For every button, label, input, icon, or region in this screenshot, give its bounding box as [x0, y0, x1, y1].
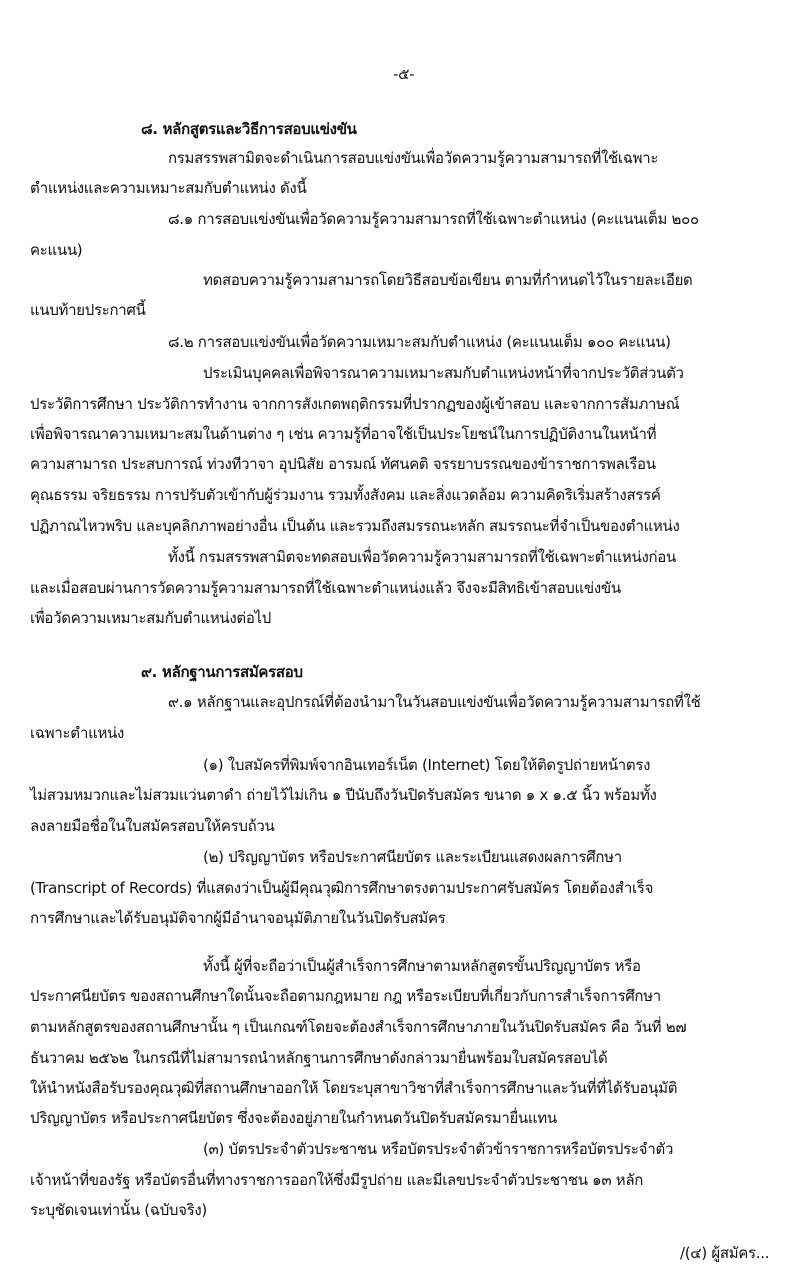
paragraph-line: ๙.๑ หลักฐานและอุปกรณ์ที่ต้องนำมาในวันสอบแข่งขันเพื่อวัดความรู้ความสามารถที่ใช้ [168, 693, 701, 711]
paragraph-line: ลงลายมือชื่อในใบสมัครสอบให้ครบถ้วน [30, 817, 275, 835]
paragraph-line: เพื่อพิจารณาความเหมาะสมในด้านต่าง ๆ เช่น ความรู้ที่อาจใช้เป็นประโยชน์ในการปฏิบัติงานในหน้าที่ [30, 425, 657, 443]
paragraph-line: ปริญญาบัตร หรือประกาศนียบัตร ซึ่งจะต้องอยู่ภายในกำหนดวันปิดรับสมัครมายื่นแทน [30, 1109, 557, 1127]
paragraph-line: คุณธรรม จริยธรรม การปรับตัวเข้ากับผู้ร่วมงาน รวมทั้งสังคม และสิ่งแวดล้อม ความคิดริเริ่มสร้างสรรค์ [30, 486, 661, 504]
section-9-heading: ๙. หลักฐานการสมัครสอบ [141, 663, 303, 681]
paragraph-line: กรมสรรพสามิตจะดำเนินการสอบแข่งขันเพื่อวัดความรู้ความสามารถที่ใช้เฉพาะ [168, 149, 659, 167]
paragraph-line: ความสามารถ ประสบการณ์ ท่วงทีวาจา อุปนิสัย อารมณ์ ทัศนคติ จรรยาบรรณของข้าราชการพลเรือน [30, 455, 656, 473]
paragraph-line: (๒) ปริญญาบัตร หรือประกาศนียบัตร และระเบียนแสดงผลการศึกษา [203, 848, 622, 866]
paragraph-line: ประวัติการศึกษา ประวัติการทำงาน จากการสังเกตพฤติกรรมที่ปรากฏของผู้เข้าสอบ และจากการสัมภาษณ์ [30, 395, 680, 413]
paragraph-line: คะแนน) [30, 241, 83, 259]
paragraph-line: ไม่สวมหมวกและไม่สวมแว่นตาดำ ถ่ายไว้ไม่เกิน ๑ ปีนับถึงวันปิดรับสมัคร ขนาด ๑ x ๑.๕ นิ้ว พร้อมทั้ง [30, 786, 657, 804]
section-8-heading: ๘. หลักสูตรและวิธีการสอบแข่งขัน [141, 120, 357, 138]
paragraph-line: ให้นำหนังสือรับรองคุณวุฒิที่สถานศึกษาออกให้ โดยระบุสาขาวิชาที่สำเร็จการศึกษาและวันที่ที่ได้รับอนุมัติ [30, 1079, 678, 1097]
paragraph-line: และเมื่อสอบผ่านการวัดความรู้ความสามารถที่ใช้เฉพาะตำแหน่งแล้ว จึงจะมีสิทธิเข้าสอบแข่งขัน [30, 579, 621, 597]
paragraph-line: ทั้งนี้ ผู้ที่จะถือว่าเป็นผู้สำเร็จการศึกษาตามหลักสูตรขั้นปริญญาบัตร หรือ [203, 957, 641, 975]
paragraph-line: ทดสอบความรู้ความสามารถโดยวิธีสอบข้อเขียน ตามที่กำหนดไว้ในรายละเอียด [203, 271, 693, 289]
paragraph-line: ระบุชัดเจนเท่านั้น (ฉบับจริง) [30, 1201, 207, 1219]
paragraph-line: ธันวาคม ๒๕๖๒ ในกรณีที่ไม่สามารถนำหลักฐานการศึกษาดังกล่าวมายื่นพร้อมใบสมัครสอบได้ [30, 1049, 608, 1067]
paragraph-line: (๑) ใบสมัครที่พิมพ์จากอินเทอร์เน็ต (Internet) โดยให้ติดรูปถ่ายหน้าตรง [203, 756, 651, 774]
paragraph-line: ทั้งนี้ กรมสรรพสามิตจะทดสอบเพื่อวัดความรู้ความสามารถที่ใช้เฉพาะตำแหน่งก่อน [168, 548, 676, 566]
paragraph-line: ปฏิภาณไหวพริบ และบุคลิกภาพอย่างอื่น เป็นต้น และรวมถึงสมรรถนะหลัก สมรรถนะที่จำเป็นของตำแหน่ง [30, 517, 680, 535]
paragraph-line: ประกาศนียบัตร ของสถานศึกษาใดนั้นจะถือตามกฎหมาย กฎ หรือระเบียบที่เกี่ยวกับการสำเร็จการศึกษา [30, 987, 661, 1005]
paragraph-line: ประเมินบุคคลเพื่อพิจารณาความเหมาะสมกับตำแหน่งหน้าที่จากประวัติส่วนตัว [203, 364, 684, 382]
page-number: -๕- [393, 65, 415, 83]
paragraph-line: เพื่อวัดความเหมาะสมกับตำแหน่งต่อไป [30, 609, 271, 627]
paragraph-line: การศึกษาและได้รับอนุมัติจากผู้มีอำนาจอนุมัติภายในวันปิดรับสมัคร [30, 909, 446, 927]
paragraph-line: เฉพาะตำแหน่ง [30, 724, 125, 742]
paragraph-line: ๘.๑ การสอบแข่งขันเพื่อวัดความรู้ความสามารถที่ใช้เฉพาะตำแหน่ง (คะแนนเต็ม ๒๐๐ [168, 210, 699, 228]
paragraph-line: ตำแหน่งและความเหมาะสมกับตำแหน่ง ดังนี้ [30, 179, 307, 197]
paragraph-line: เจ้าหน้าที่ของรัฐ หรือบัตรอื่นที่ทางราชการออกให้ซึ่งมีรูปถ่าย และมีเลขประจำตัวประชาชน ๑๓ หลัก [30, 1171, 644, 1189]
paragraph-line: ๘.๒ การสอบแข่งขันเพื่อวัดความเหมาะสมกับตำแหน่ง (คะแนนเต็ม ๑๐๐ คะแนน) [168, 333, 671, 351]
paragraph-line: (๓) บัตรประจำตัวประชาชน หรือบัตรประจำตัวข้าราชการหรือบัตรประจำตัว [203, 1140, 674, 1158]
paragraph-line: ตามหลักสูตรของสถานศึกษานั้น ๆ เป็นเกณฑ์โดยจะต้องสำเร็จการศึกษาภายในวันปิดรับสมัคร คือ วันที่ ๒๗ [30, 1018, 687, 1036]
continuation-note: /(๔) ผู้สมัคร... [680, 1244, 770, 1262]
paragraph-line: แนบท้ายประกาศนี้ [30, 301, 146, 319]
paragraph-line: (Transcript of Records) ที่แสดงว่าเป็นผู้มีคุณวุฒิการศึกษาตรงตามประกาศรับสมัคร โดยต้องสำเร็จ [30, 879, 654, 897]
